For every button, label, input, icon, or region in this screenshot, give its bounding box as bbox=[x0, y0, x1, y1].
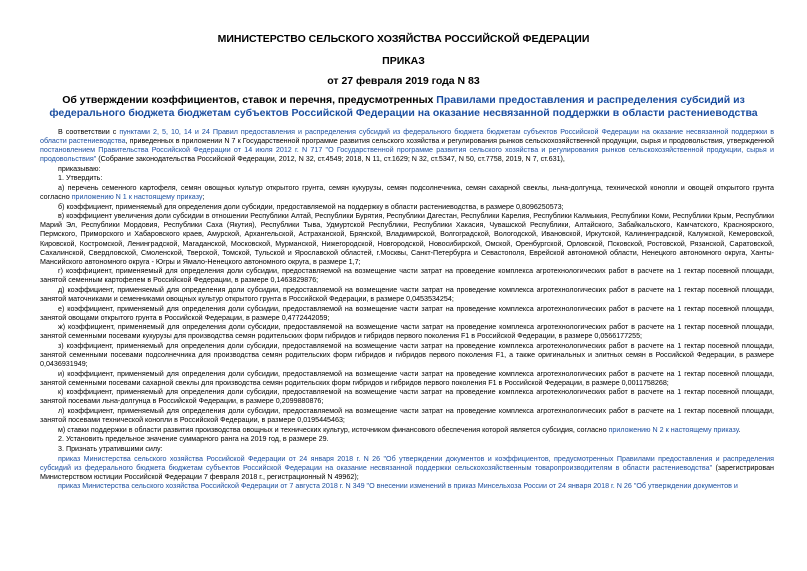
item-a bbox=[40, 184, 774, 202]
repealed-order-2 bbox=[40, 482, 774, 491]
item-k: к) коэффициент, применяемый для определения доли субсидии, предоставляемой на возмещение части затрат на проведение комплекса агротехнологических работ в расчете на 1 гектар посевной площади, занятой посевами льна-долгунца в Российской Федерации, в размере 0,2099880876; bbox=[40, 388, 774, 406]
item-2: 2. Установить предельное значение суммарного ранга на 2019 год, в размере 29. bbox=[58, 435, 329, 444]
document-body bbox=[40, 128, 774, 492]
document-date-number: от 27 февраля 2019 года N 83 bbox=[327, 75, 480, 87]
item-m bbox=[40, 426, 774, 435]
item-l: л) коэффициент, применяемый для определения доли субсидии, предоставляемой на возмещение части затрат на проведение комплекса агротехнологических работ в расчете на 1 гектар посевной площади, занятой посевами технической конопли в Российской Федерации, в размере 0,0195445463; bbox=[40, 407, 774, 425]
item-i: и) коэффициент, применяемый для определения доли субсидии, предоставляемой на возмещение части затрат на проведение комплекса агротехнологических работ в расчете на 1 гектар посевной площади, занятой семенными посевами сахарной свеклы для производства семян родительских форм гибридов и гибридов первого поколения F1 в Российской Федерации, в размере 0,0011758268; bbox=[40, 369, 774, 387]
document-title bbox=[40, 94, 767, 120]
item-d: д) коэффициент, применяемый для определения доли субсидии, предоставляемой на возмещение части затрат на проведение комплекса агротехнологических работ в расчете на 1 гектар посевной площади, занятой маточниками и семенниками овощных культур открытого грунта в Российской Федерации, в размере 0,0453534254; bbox=[40, 285, 774, 303]
appendix-1-link[interactable]: приложению N 1 к настоящему приказу bbox=[71, 193, 203, 202]
intro-text-3: (Собрание законодательства Российской Федерации, 2012, N 32, ст.4549; 2018, N 11, ст.1629; N 32, ст.5347, N 50, ст.7758, 2019, N 7, ст.631), bbox=[96, 155, 565, 164]
item-1: 1. Утвердить: bbox=[58, 174, 103, 183]
item-b: б) коэффициент, применяемый для определения доли субсидии, предоставляемой на поддержку в области растениеводства, в размере 0,8096250573; bbox=[58, 202, 564, 211]
intro-text-2: , приведенных в приложении N 7 к Государственной программе развития сельского хозяйства и регулирования рынков сельскохозяйственной продукции, сырья и продовольствия, утвержденной bbox=[125, 137, 774, 146]
item-a-end: ; bbox=[202, 193, 205, 202]
item-m-text: м) ставки поддержки в области развития производства овощных и технических культур, источником финансового обеспечения которой является субсидия, согласно bbox=[58, 425, 609, 434]
intro-text-1: В соответствии с bbox=[58, 128, 120, 136]
item-e: е) коэффициент, применяемый для определения доли субсидии, предоставляемой на возмещение части затрат на проведение комплекса агротехнологических работ в расчете на 1 гектар посевной площади, занятой овощами открытого грунта в Российской Федерации, в размере 0,4772442059; bbox=[40, 304, 774, 322]
appendix-2-link[interactable]: приложению N 2 к настоящему приказу bbox=[608, 425, 739, 434]
title-rules-link[interactable]: Правилами предоставления и распределения субсидий из федерального бюджета бюджетам субъектов Российской Федерации на оказание несвязанной поддержки в области растениеводства bbox=[49, 94, 758, 119]
item-z: з) коэффициент, применяемый для определения доли субсидии, предоставляемой на возмещение части затрат на проведение комплекса агротехнологических работ в расчете на 1 гектар посевной площади, занятой семенными посевами подсолнечника для производства семян родительских форм гибридов и гибридов первого поколения F1, а также оригинальных и элитных семян в Российской Федерации, в размере 0,0436931949; bbox=[40, 342, 774, 369]
item-m-end: . bbox=[738, 425, 741, 434]
rules-points-link[interactable]: пунктами 2, 5, 10, 14 и 24 Правил предоставления и распределения субсидий из федерального бюджета бюджетам субъектов Российской Федерации на оказание несвязанной поддержки в области растениеводства bbox=[40, 128, 774, 146]
ministry-name: МИНИСТЕРСТВО СЕЛЬСКОГО ХОЗЯЙСТВА РОССИЙСКОЙ ФЕДЕРАЦИИ bbox=[217, 33, 590, 45]
repealed-order-1 bbox=[40, 455, 774, 482]
item-a-text: а) перечень семенного картофеля, семян овощных культур открытого грунта, семян кукурузы, семян подсолнечника, семян сахарной свеклы, льна-долгунца, технической конопли и овощей открытого грунта согласно bbox=[40, 184, 774, 202]
repealed-order-2-link[interactable]: приказ Министерства сельского хозяйства Российской Федерации от 7 августа 2018 г. N 349 "О внесении изменений в приказ Минсельхоза России от 24 января 2018 г. N 26 "Об утверждении документов и bbox=[58, 482, 738, 491]
repealed-order-1-text: (зарегистрирован Министерством юстиции Российской Федерации 7 февраля 2018 г., регистрационный N 49962); bbox=[40, 463, 774, 481]
government-decree-link[interactable]: постановлением Правительства Российской Федерации от 14 июля 2012 г. N 717 "О Государственной программе развития сельского хозяйства и регулирования рынков сельскохозяйственной продукции, сырья и продовольствия" bbox=[40, 146, 774, 164]
document-type: ПРИКАЗ bbox=[382, 55, 425, 67]
item-3: 3. Признать утратившими силу: bbox=[58, 445, 163, 454]
order-word: приказываю: bbox=[58, 164, 101, 173]
item-v: в) коэффициент увеличения доли субсидии в отношении Республики Алтай, Республики Бурятия, Республики Дагестан, Республики Карелия, Республики Калмыкия, Республики Коми, Республики Крым, Республики Марий Эл, Республики Мордовия, Республики Саха (Якутия), Республики Тыва, Удмуртской Республики, Республики Хакасия, Чувашской Республики, Алтайского, Забайкальского, Камчатского, Красноярского, Пермского, Приморского и Хабаровского краев, Амурской, Архангельской, Астраханской, Брянской, Владимирской, Волгоградской, Вологодской, Ивановской, Иркутской, Калининградской, Калужской, Кемеровской, Кировской, Костромской, Ленинградской, Магаданской, Московской, Мурманской, Нижегородской, Новгородской, Новосибирской, Омской, Оренбургской, Орловской, Псковской, Ростовской, Рязанской, Саратовской, Сахалинской, Свердловской, Смоленской, Тверской, Томской, Тульской и Ярославской областей, г.Москвы, Санкт-Петербурга и Севастополя, Еврейской автономной области, Ненецкого автономного округа, Ханты-Мансийского автономного округа - Югры и Ямало-Ненецкого автономного округа, в размере 1,7; bbox=[40, 212, 774, 266]
repealed-order-1-link[interactable]: приказ Министерства сельского хозяйства Российской Федерации от 24 января 2018 г. N 26 "Об утверждении документов и коэффициентов, предусмотренных Правилами предоставления и распределения субсидий из федерального бюджета бюджетам субъектов Российской Федерации на оказание несвязанной поддержки сельскохозяйственным товаропроизводителям в области растениеводства" bbox=[40, 454, 774, 472]
intro-paragraph bbox=[40, 128, 774, 164]
item-g: г) коэффициент, применяемый для определения доли субсидии, предоставляемой на возмещение части затрат на проведение комплекса агротехнологических работ в расчете на 1 гектар посевной площади, занятой семенным картофелем в Российской Федерации, в размере 0,1463829876; bbox=[40, 267, 774, 285]
item-zh: ж) коэффициент, применяемый для определения доли субсидии, предоставляемой на возмещение части затрат на проведение комплекса агротехнологических работ в расчете на 1 гектар посевной площади, занятой семенными посевами кукурузы для производства семян родительских форм гибридов и гибридов первого поколения F1 в Российской Федерации, в размере 0,0566177255; bbox=[40, 323, 774, 341]
title-text: Об утверждении коэффициентов, ставок и перечня, предусмотренных bbox=[62, 94, 437, 106]
